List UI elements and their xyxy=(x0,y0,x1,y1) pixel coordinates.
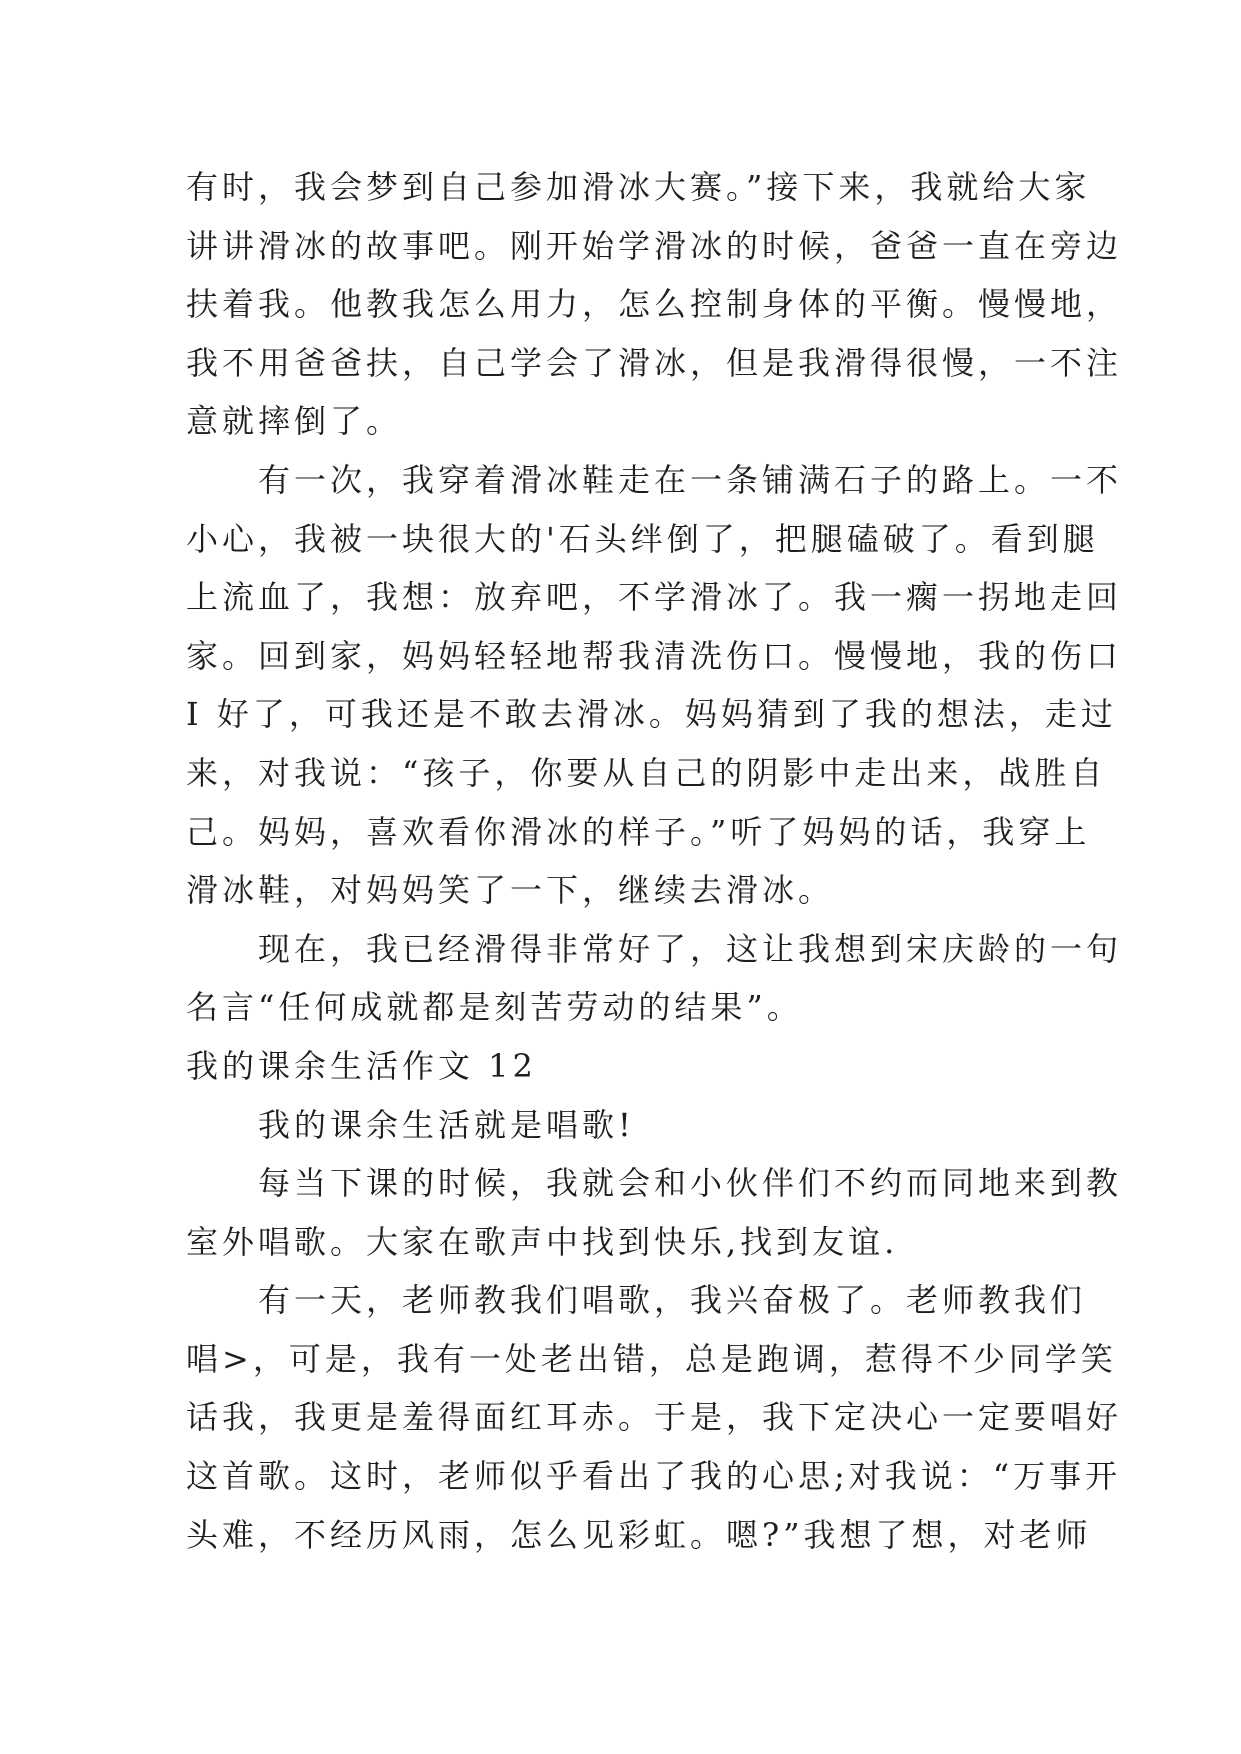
text-line: 名言“任何成就都是刻苦劳动的结果”。 xyxy=(186,988,803,1027)
text-line: 扶着我。他教我怎么用力，怎么控制身体的平衡。慢慢地， xyxy=(186,285,1123,324)
text-line: 每当下课的时候，我就会和小伙伴们不约而同地来到教 xyxy=(258,1164,1123,1203)
text-line: 唱>，可是，我有一处老出错，总是跑调，惹得不少同学笑 xyxy=(186,1339,1117,1378)
text-line: 现在，我已经滑得非常好了，这让我想到宋庆龄的一句 xyxy=(258,929,1123,968)
text-line: 室外唱歌。大家在歌声中找到快乐,找到友谊. xyxy=(186,1222,899,1261)
document-body xyxy=(186,158,1123,1564)
text-line: 来，对我说：“孩子，你要从自己的阴影中走出来，战胜自 xyxy=(186,753,1107,792)
text-line: 话我，我更是羞得面红耳赤。于是，我下定决心一定要唱好 xyxy=(186,1398,1123,1437)
paragraph-after-class xyxy=(186,1154,1123,1271)
paragraph-intro xyxy=(186,1096,1066,1155)
text-line: 己。妈妈，喜欢看你滑冰的样子。”听了妈妈的话，我穿上 xyxy=(186,812,1091,851)
text-line: 滑冰鞋，对妈妈笑了一下，继续去滑冰。 xyxy=(186,871,835,910)
paragraph-fall-story xyxy=(186,451,1123,920)
text-line: 头难，不经历风雨，怎么见彩虹。嗯?”我想了想，对老师 xyxy=(186,1515,1092,1554)
text-line: 有一次，我穿着滑冰鞋走在一条铺满石子的路上。一不 xyxy=(258,460,1123,499)
essay-heading: 我的课余生活作文 12 xyxy=(186,1046,537,1085)
paragraph-conclusion xyxy=(186,920,1123,1037)
text-line: 家。回到家，妈妈轻轻地帮我清洗伤口。慢慢地，我的伤口 xyxy=(186,636,1123,675)
text-line: 我的课余生活就是唱歌! xyxy=(258,1105,635,1144)
paragraph-singing-lesson xyxy=(186,1271,1123,1564)
text-line: 这首歌。这时，老师似乎看出了我的心思;对我说：“万事开 xyxy=(186,1457,1122,1496)
text-line: 我不用爸爸扶，自己学会了滑冰，但是我滑得很慢，一不注 xyxy=(186,343,1123,382)
text-line: 上流血了，我想：放弃吧，不学滑冰了。我一瘸一拐地走回 xyxy=(186,578,1123,617)
text-line: 讲讲滑冰的故事吧。刚开始学滑冰的时候，爸爸一直在旁边 xyxy=(186,226,1123,265)
text-line: 小心，我被一块很大的'石头绊倒了，把腿磕破了。看到腿 xyxy=(186,519,1099,558)
text-line: 有时，我会梦到自己参加滑冰大赛。”接下来，我就给大家 xyxy=(186,168,1091,206)
paragraph-skating-dream xyxy=(186,158,1123,451)
text-line: I 好了，可我还是不敢去滑冰。妈妈猜到了我的想法，走过 xyxy=(186,695,1117,734)
text-line: 有一天，老师教我们唱歌，我兴奋极了。老师教我们 xyxy=(258,1281,1087,1320)
text-line: 意就摔倒了。 xyxy=(186,402,403,441)
